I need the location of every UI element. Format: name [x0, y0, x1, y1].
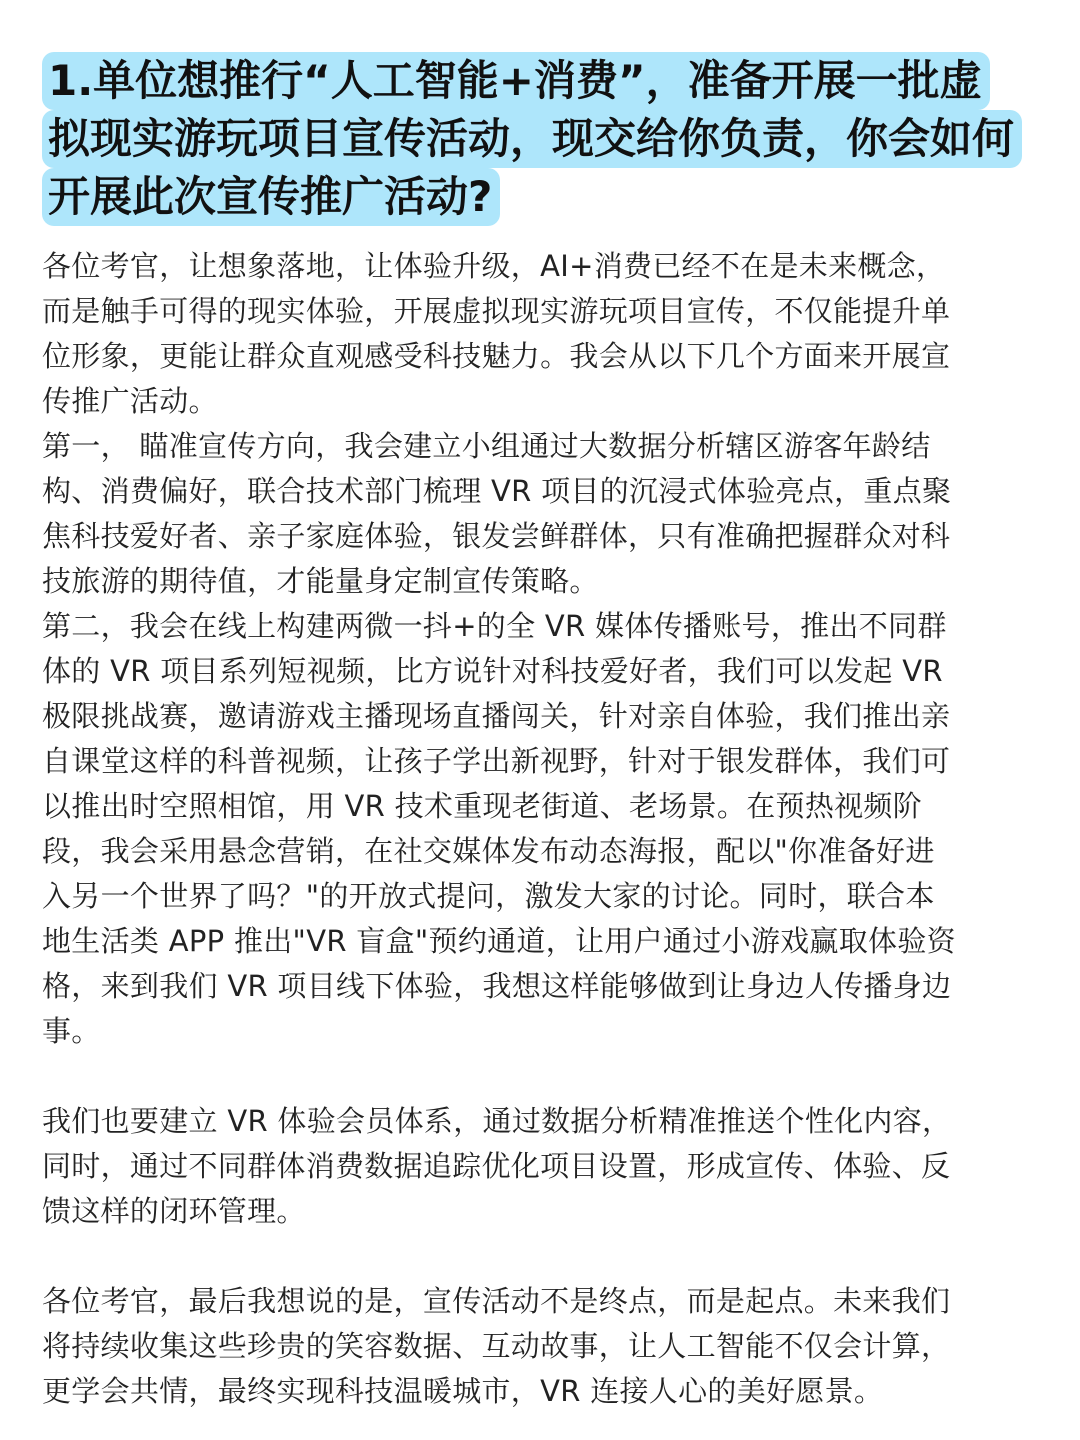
title-line-1: 1.单位想推行“人工智能+消费”，准备开展一批虚 [42, 52, 990, 110]
paragraph-gap [42, 1054, 1040, 1099]
text-line: 段，我会采用悬念营销，在社交媒体发布动态海报，配以"你准备好进 [42, 834, 935, 868]
text-line: 第一， 瞄准宣传方向，我会建立小组通过大数据分析辖区游客年龄结 [42, 429, 931, 463]
text-line: 传推广活动。 [42, 384, 218, 418]
text-line: 地生活类 APP 推出"VR 盲盒"预约通道，让用户通过小游戏赢取体验资 [42, 924, 956, 958]
text-line: 各位考官，让想象落地，让体验升级，AI+消费已经不在是未来概念， [42, 249, 946, 283]
text-line: 事。 [42, 1014, 101, 1048]
text-line: 位形象，更能让群众直观感受科技魅力。我会从以下几个方面来开展宣 [42, 339, 951, 373]
text-line: 各位考官，最后我想说的是，宣传活动不是终点，而是起点。未来我们 [42, 1284, 951, 1318]
paragraph-first-point [42, 424, 1040, 604]
text-line: 极限挑战赛，邀请游戏主播现场直播闯关，针对亲自体验，我们推出亲 [42, 699, 951, 733]
text-line: 第二，我会在线上构建两微一抖+的全 VR 媒体传播账号，推出不同群 [42, 609, 947, 643]
text-line: 入另一个世界了吗？"的开放式提问，激发大家的讨论。同时，联合本 [42, 879, 935, 913]
text-line: 体的 VR 项目系列短视频，比方说针对科技爱好者，我们可以发起 VR [42, 654, 943, 688]
text-line: 我们也要建立 VR 体验会员体系，通过数据分析精准推送个性化内容， [42, 1104, 952, 1138]
title-line-3: 开展此次宣传推广活动? [42, 168, 500, 226]
paragraph-gap [42, 1234, 1040, 1279]
text-line: 焦科技爱好者、亲子家庭体验，银发尝鲜群体，只有准确把握群众对科 [42, 519, 951, 553]
paragraph-second-point [42, 604, 1040, 1054]
text-line: 馈这样的闭环管理。 [42, 1194, 306, 1228]
text-line: 更学会共情，最终实现科技温暖城市，VR 连接人心的美好愿景。 [42, 1374, 884, 1408]
answer-body [42, 244, 1040, 1414]
text-line: 格，来到我们 VR 项目线下体验，我想这样能够做到让身边人传播身边 [42, 969, 952, 1003]
paragraph-intro [42, 244, 1040, 424]
paragraph-membership [42, 1099, 1040, 1234]
paragraph-conclusion [42, 1279, 1040, 1414]
text-line: 构、消费偏好，联合技术部门梳理 VR 项目的沉浸式体验亮点，重点聚 [42, 474, 952, 508]
text-line: 将持续收集这些珍贵的笑容数据、互动故事，让人工智能不仅会计算， [42, 1329, 951, 1363]
text-line: 自课堂这样的科普视频，让孩子学出新视野，针对于银发群体，我们可 [42, 744, 951, 778]
text-line: 同时，通过不同群体消费数据追踪优化项目设置，形成宣传、体验、反 [42, 1149, 951, 1183]
question-title [42, 52, 1040, 226]
text-line: 以推出时空照相馆，用 VR 技术重现老街道、老场景。在预热视频阶 [42, 789, 923, 823]
text-line: 而是触手可得的现实体验，开展虚拟现实游玩项目宣传，不仅能提升单 [42, 294, 951, 328]
title-line-2: 拟现实游玩项目宣传活动，现交给你负责，你会如何 [42, 110, 1022, 168]
text-line: 技旅游的期待值，才能量身定制宣传策略。 [42, 564, 599, 598]
